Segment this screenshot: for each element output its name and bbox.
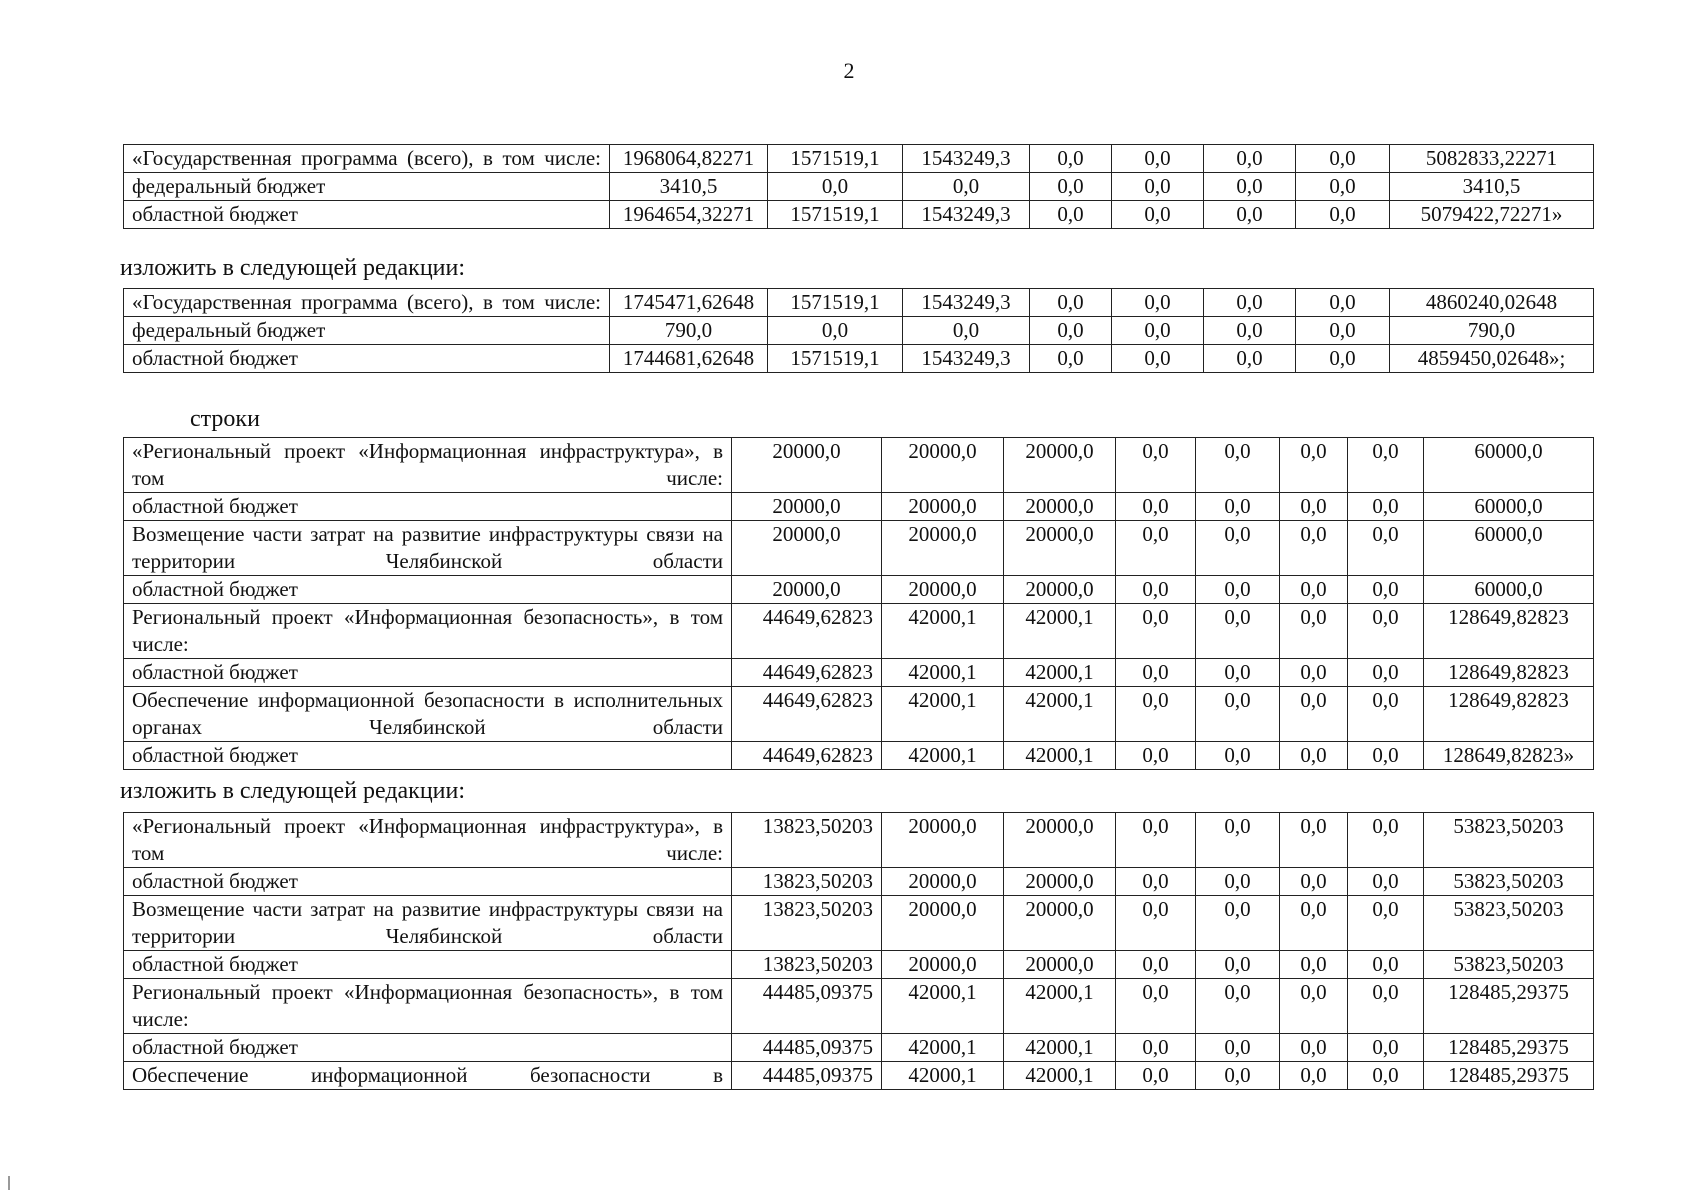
value-cell: 0,0 bbox=[1196, 868, 1280, 896]
value-cell: 0,0 bbox=[1280, 576, 1348, 604]
value-cell: 0,0 bbox=[1116, 896, 1196, 951]
value-cell: 42000,1 bbox=[1004, 659, 1116, 687]
value-cell: 42000,1 bbox=[882, 1062, 1004, 1090]
value-cell: 0,0 bbox=[1280, 951, 1348, 979]
value-cell: 0,0 bbox=[1196, 742, 1280, 770]
table-row bbox=[124, 576, 1594, 604]
value-cell: 0,0 bbox=[1296, 145, 1390, 173]
table-new-projects bbox=[123, 812, 1594, 1090]
value-cell: 42000,1 bbox=[1004, 1034, 1116, 1062]
value-cell: 0,0 bbox=[1348, 896, 1424, 951]
value-cell: 0,0 bbox=[1348, 687, 1424, 742]
row-label: «Государственная программа (всего), в том числе: bbox=[124, 289, 610, 317]
table-row bbox=[124, 173, 1594, 201]
table-row bbox=[124, 742, 1594, 770]
scan-margin-mark bbox=[8, 1176, 10, 1190]
value-cell: 1968064,82271 bbox=[610, 145, 768, 173]
value-cell: 0,0 bbox=[1112, 317, 1204, 345]
value-cell: 0,0 bbox=[1116, 742, 1196, 770]
row-label: областной бюджет bbox=[124, 576, 732, 604]
value-cell: 0,0 bbox=[1296, 289, 1390, 317]
value-cell: 0,0 bbox=[1112, 289, 1204, 317]
value-cell: 0,0 bbox=[1204, 201, 1296, 229]
value-cell: 1543249,3 bbox=[903, 345, 1030, 373]
value-cell: 5079422,72271» bbox=[1390, 201, 1594, 229]
value-cell: 0,0 bbox=[1280, 604, 1348, 659]
table-row bbox=[124, 521, 1594, 576]
value-cell: 0,0 bbox=[1116, 868, 1196, 896]
value-cell: 20000,0 bbox=[882, 951, 1004, 979]
row-label: Возмещение части затрат на развитие инфраструктуры связи на территории Челябинской области bbox=[124, 896, 732, 951]
value-cell: 44485,09375 bbox=[732, 1062, 882, 1090]
value-cell: 0,0 bbox=[1280, 659, 1348, 687]
table-row bbox=[124, 687, 1594, 742]
value-cell: 0,0 bbox=[1196, 576, 1280, 604]
row-label: Возмещение части затрат на развитие инфраструктуры связи на территории Челябинской области bbox=[124, 521, 732, 576]
value-cell: 0,0 bbox=[1030, 173, 1112, 201]
value-cell: 53823,50203 bbox=[1424, 813, 1594, 868]
value-cell: 0,0 bbox=[1196, 813, 1280, 868]
value-cell: 44485,09375 bbox=[732, 979, 882, 1034]
value-cell: 42000,1 bbox=[1004, 742, 1116, 770]
value-cell: 128649,82823» bbox=[1424, 742, 1594, 770]
value-cell: 4860240,02648 bbox=[1390, 289, 1594, 317]
value-cell: 60000,0 bbox=[1424, 576, 1594, 604]
value-cell: 128485,29375 bbox=[1424, 1062, 1594, 1090]
value-cell: 0,0 bbox=[1116, 521, 1196, 576]
value-cell: 0,0 bbox=[1296, 345, 1390, 373]
value-cell: 44649,62823 bbox=[732, 742, 882, 770]
value-cell: 20000,0 bbox=[1004, 896, 1116, 951]
table-row bbox=[124, 493, 1594, 521]
row-label: Обеспечение информационной безопасности в исполнительных органах Челябинской области bbox=[124, 687, 732, 742]
caption-rows: строки bbox=[190, 406, 260, 432]
value-cell: 20000,0 bbox=[882, 521, 1004, 576]
row-label: Обеспечение информационной безопасности в bbox=[124, 1062, 732, 1090]
value-cell: 1571519,1 bbox=[768, 201, 903, 229]
table-row bbox=[124, 438, 1594, 493]
value-cell: 0,0 bbox=[1116, 659, 1196, 687]
value-cell: 20000,0 bbox=[732, 493, 882, 521]
value-cell: 128485,29375 bbox=[1424, 1034, 1594, 1062]
value-cell: 0,0 bbox=[1196, 604, 1280, 659]
value-cell: 42000,1 bbox=[1004, 604, 1116, 659]
value-cell: 53823,50203 bbox=[1424, 868, 1594, 896]
value-cell: 0,0 bbox=[1196, 493, 1280, 521]
value-cell: 1745471,62648 bbox=[610, 289, 768, 317]
value-cell: 0,0 bbox=[1116, 1034, 1196, 1062]
value-cell: 0,0 bbox=[1204, 289, 1296, 317]
value-cell: 0,0 bbox=[1348, 659, 1424, 687]
value-cell: 1571519,1 bbox=[768, 289, 903, 317]
value-cell: 53823,50203 bbox=[1424, 951, 1594, 979]
table-row bbox=[124, 659, 1594, 687]
value-cell: 0,0 bbox=[1116, 493, 1196, 521]
value-cell: 60000,0 bbox=[1424, 493, 1594, 521]
value-cell: 0,0 bbox=[1116, 951, 1196, 979]
value-cell: 0,0 bbox=[1116, 438, 1196, 493]
value-cell: 13823,50203 bbox=[732, 896, 882, 951]
table-row bbox=[124, 201, 1594, 229]
row-label: областной бюджет bbox=[124, 742, 732, 770]
value-cell: 0,0 bbox=[1348, 1062, 1424, 1090]
row-label: областной бюджет bbox=[124, 868, 732, 896]
value-cell: 42000,1 bbox=[882, 604, 1004, 659]
value-cell: 0,0 bbox=[1112, 345, 1204, 373]
value-cell: 0,0 bbox=[1030, 201, 1112, 229]
value-cell: 20000,0 bbox=[732, 438, 882, 493]
row-label: областной бюджет bbox=[124, 659, 732, 687]
value-cell: 0,0 bbox=[1280, 687, 1348, 742]
value-cell: 0,0 bbox=[1348, 813, 1424, 868]
value-cell: 0,0 bbox=[1348, 576, 1424, 604]
value-cell: 128649,82823 bbox=[1424, 687, 1594, 742]
value-cell: 53823,50203 bbox=[1424, 896, 1594, 951]
value-cell: 44649,62823 bbox=[732, 687, 882, 742]
value-cell: 1543249,3 bbox=[903, 145, 1030, 173]
value-cell: 0,0 bbox=[903, 317, 1030, 345]
value-cell: 60000,0 bbox=[1424, 521, 1594, 576]
value-cell: 0,0 bbox=[1204, 345, 1296, 373]
row-label: «Региональный проект «Информационная инфраструктура», в том числе: bbox=[124, 438, 732, 493]
value-cell: 0,0 bbox=[1296, 317, 1390, 345]
value-cell: 0,0 bbox=[903, 173, 1030, 201]
value-cell: 3410,5 bbox=[610, 173, 768, 201]
value-cell: 3410,5 bbox=[1390, 173, 1594, 201]
value-cell: 42000,1 bbox=[882, 1034, 1004, 1062]
value-cell: 42000,1 bbox=[1004, 687, 1116, 742]
value-cell: 20000,0 bbox=[1004, 576, 1116, 604]
table-old-program bbox=[123, 144, 1594, 229]
row-label: Региональный проект «Информационная безопасность», в том числе: bbox=[124, 979, 732, 1034]
table-row bbox=[124, 145, 1594, 173]
page-number: 2 bbox=[843, 58, 855, 83]
value-cell: 0,0 bbox=[1280, 438, 1348, 493]
value-cell: 0,0 bbox=[1196, 438, 1280, 493]
value-cell: 0,0 bbox=[1030, 317, 1112, 345]
value-cell: 1964654,32271 bbox=[610, 201, 768, 229]
value-cell: 44485,09375 bbox=[732, 1034, 882, 1062]
value-cell: 0,0 bbox=[1116, 604, 1196, 659]
row-label: «Государственная программа (всего), в том числе: bbox=[124, 145, 610, 173]
value-cell: 0,0 bbox=[1204, 317, 1296, 345]
value-cell: 5082833,22271 bbox=[1390, 145, 1594, 173]
value-cell: 0,0 bbox=[1196, 1062, 1280, 1090]
value-cell: 0,0 bbox=[1116, 687, 1196, 742]
table-row bbox=[124, 604, 1594, 659]
value-cell: 0,0 bbox=[1348, 979, 1424, 1034]
value-cell: 42000,1 bbox=[882, 979, 1004, 1034]
value-cell: 4859450,02648»; bbox=[1390, 345, 1594, 373]
table-row bbox=[124, 1034, 1594, 1062]
value-cell: 0,0 bbox=[1116, 576, 1196, 604]
value-cell: 0,0 bbox=[1280, 813, 1348, 868]
value-cell: 128649,82823 bbox=[1424, 604, 1594, 659]
value-cell: 20000,0 bbox=[732, 521, 882, 576]
table-row bbox=[124, 289, 1594, 317]
value-cell: 0,0 bbox=[1030, 345, 1112, 373]
row-label: федеральный бюджет bbox=[124, 317, 610, 345]
value-cell: 0,0 bbox=[1348, 951, 1424, 979]
table-row bbox=[124, 868, 1594, 896]
row-label: Региональный проект «Информационная безопасность», в том числе: bbox=[124, 604, 732, 659]
value-cell: 0,0 bbox=[1204, 173, 1296, 201]
value-cell: 44649,62823 bbox=[732, 659, 882, 687]
value-cell: 13823,50203 bbox=[732, 868, 882, 896]
value-cell: 0,0 bbox=[1196, 521, 1280, 576]
value-cell: 0,0 bbox=[1348, 438, 1424, 493]
value-cell: 1543249,3 bbox=[903, 201, 1030, 229]
value-cell: 20000,0 bbox=[882, 896, 1004, 951]
table-row bbox=[124, 951, 1594, 979]
value-cell: 0,0 bbox=[1196, 979, 1280, 1034]
value-cell: 0,0 bbox=[1196, 1034, 1280, 1062]
value-cell: 1744681,62648 bbox=[610, 345, 768, 373]
value-cell: 790,0 bbox=[610, 317, 768, 345]
value-cell: 0,0 bbox=[768, 173, 903, 201]
value-cell: 20000,0 bbox=[732, 576, 882, 604]
row-label: федеральный бюджет bbox=[124, 173, 610, 201]
value-cell: 44649,62823 bbox=[732, 604, 882, 659]
value-cell: 0,0 bbox=[1280, 742, 1348, 770]
value-cell: 0,0 bbox=[1116, 813, 1196, 868]
value-cell: 0,0 bbox=[1204, 145, 1296, 173]
value-cell: 0,0 bbox=[1112, 145, 1204, 173]
value-cell: 790,0 bbox=[1390, 317, 1594, 345]
value-cell: 0,0 bbox=[1280, 493, 1348, 521]
value-cell: 0,0 bbox=[1348, 742, 1424, 770]
value-cell: 20000,0 bbox=[882, 576, 1004, 604]
row-label: областной бюджет bbox=[124, 493, 732, 521]
value-cell: 42000,1 bbox=[882, 687, 1004, 742]
row-label: областной бюджет bbox=[124, 201, 610, 229]
value-cell: 20000,0 bbox=[1004, 493, 1116, 521]
value-cell: 13823,50203 bbox=[732, 951, 882, 979]
caption-replace-1: изложить в следующей редакции: bbox=[120, 255, 466, 281]
value-cell: 42000,1 bbox=[1004, 979, 1116, 1034]
table-row bbox=[124, 979, 1594, 1034]
row-label: «Региональный проект «Информационная инфраструктура», в том числе: bbox=[124, 813, 732, 868]
value-cell: 0,0 bbox=[1296, 173, 1390, 201]
value-cell: 0,0 bbox=[1196, 951, 1280, 979]
value-cell: 1571519,1 bbox=[768, 145, 903, 173]
value-cell: 0,0 bbox=[1348, 521, 1424, 576]
value-cell: 0,0 bbox=[1116, 979, 1196, 1034]
value-cell: 1571519,1 bbox=[768, 345, 903, 373]
value-cell: 20000,0 bbox=[882, 813, 1004, 868]
value-cell: 0,0 bbox=[1196, 659, 1280, 687]
value-cell: 0,0 bbox=[1280, 1034, 1348, 1062]
value-cell: 0,0 bbox=[1348, 493, 1424, 521]
value-cell: 20000,0 bbox=[1004, 521, 1116, 576]
value-cell: 20000,0 bbox=[1004, 438, 1116, 493]
value-cell: 0,0 bbox=[1280, 979, 1348, 1034]
value-cell: 20000,0 bbox=[882, 493, 1004, 521]
value-cell: 20000,0 bbox=[1004, 868, 1116, 896]
value-cell: 20000,0 bbox=[1004, 813, 1116, 868]
value-cell: 0,0 bbox=[1112, 201, 1204, 229]
table-row bbox=[124, 345, 1594, 373]
value-cell: 0,0 bbox=[1348, 1034, 1424, 1062]
value-cell: 0,0 bbox=[1280, 1062, 1348, 1090]
value-cell: 128485,29375 bbox=[1424, 979, 1594, 1034]
table-row bbox=[124, 896, 1594, 951]
caption-replace-2: изложить в следующей редакции: bbox=[120, 778, 466, 804]
table-new-program bbox=[123, 288, 1594, 373]
value-cell: 0,0 bbox=[1280, 896, 1348, 951]
value-cell: 20000,0 bbox=[1004, 951, 1116, 979]
value-cell: 0,0 bbox=[1116, 1062, 1196, 1090]
value-cell: 0,0 bbox=[1280, 521, 1348, 576]
value-cell: 20000,0 bbox=[882, 438, 1004, 493]
table-row bbox=[124, 813, 1594, 868]
value-cell: 0,0 bbox=[1112, 173, 1204, 201]
value-cell: 42000,1 bbox=[1004, 1062, 1116, 1090]
value-cell: 0,0 bbox=[1348, 868, 1424, 896]
table-old-projects bbox=[123, 437, 1594, 770]
value-cell: 0,0 bbox=[768, 317, 903, 345]
value-cell: 0,0 bbox=[1196, 687, 1280, 742]
value-cell: 60000,0 bbox=[1424, 438, 1594, 493]
value-cell: 0,0 bbox=[1030, 289, 1112, 317]
row-label: областной бюджет bbox=[124, 345, 610, 373]
table-row bbox=[124, 1062, 1594, 1090]
value-cell: 42000,1 bbox=[882, 742, 1004, 770]
value-cell: 128649,82823 bbox=[1424, 659, 1594, 687]
value-cell: 13823,50203 bbox=[732, 813, 882, 868]
value-cell: 0,0 bbox=[1348, 604, 1424, 659]
value-cell: 0,0 bbox=[1196, 896, 1280, 951]
value-cell: 20000,0 bbox=[882, 868, 1004, 896]
value-cell: 1543249,3 bbox=[903, 289, 1030, 317]
value-cell: 42000,1 bbox=[882, 659, 1004, 687]
table-row bbox=[124, 317, 1594, 345]
value-cell: 0,0 bbox=[1030, 145, 1112, 173]
row-label: областной бюджет bbox=[124, 951, 732, 979]
value-cell: 0,0 bbox=[1296, 201, 1390, 229]
row-label: областной бюджет bbox=[124, 1034, 732, 1062]
value-cell: 0,0 bbox=[1280, 868, 1348, 896]
